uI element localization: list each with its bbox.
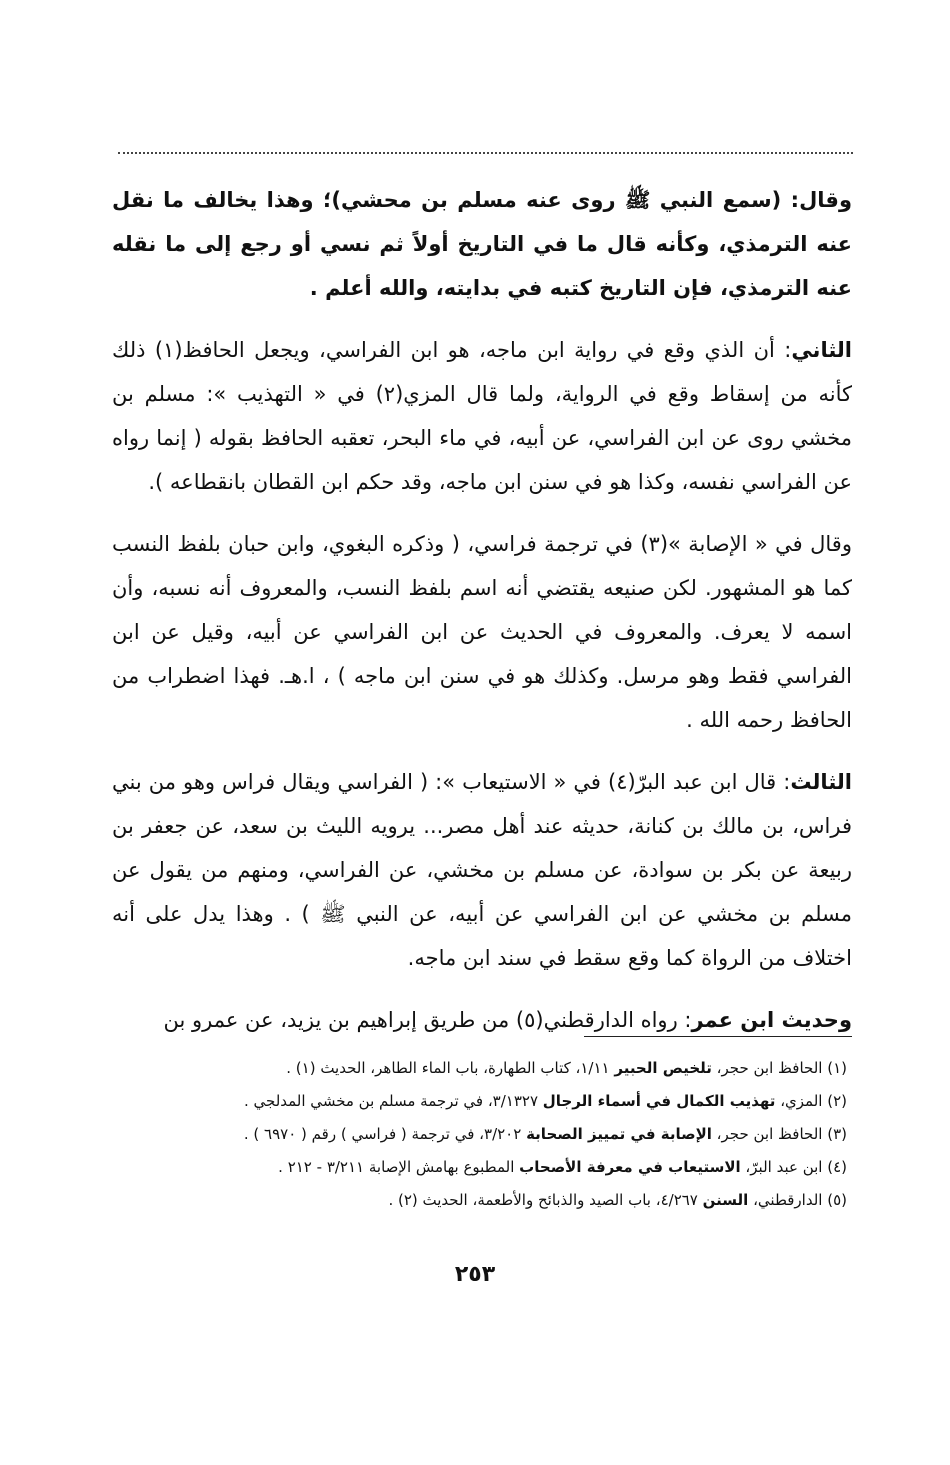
footnote-3-source: الإصابة في تمييز الصحابة bbox=[526, 1125, 712, 1143]
footnotes bbox=[112, 1052, 847, 1217]
footnote-5-pre: (٥) الدارقطني، bbox=[748, 1191, 847, 1209]
footnote-1-source: تلخيص الحبير bbox=[614, 1059, 712, 1077]
footnote-3-pre: (٣) الحافظ ابن حجر، bbox=[711, 1125, 847, 1143]
footnote-1 bbox=[112, 1052, 847, 1085]
footnote-4-post: المطبوع بهامش الإصابة ٣/٢١١ - ٢١٢ . bbox=[278, 1158, 520, 1176]
footnote-1-post: ١/١١، كتاب الطهارة، باب الماء الطاهر، الحديث (١) . bbox=[286, 1059, 615, 1077]
paragraph-4 bbox=[112, 760, 852, 980]
paragraph-4-text: : قال ابن عبد البرّ(٤) في « الاستيعاب »: ( الفراسي ويقال فراس وهو من بني فراس، بن مالك بن كنانة، حديثه عند أهل مصر... يرويه الليث بن سعد، عن جعفر بن ربيعة عن بكر بن سوادة، عن مسلم بن مخشي، عن الفراسي، ومنهم من يقول عن مسلم بن مخشي عن ابن الفراسي عن أبيه، عن النبي ﷺ ) . وهذا يدل على أنه اختلاف من الرواة كما وقع سقط في سند ابن ماجه. bbox=[112, 770, 852, 970]
footnote-4 bbox=[112, 1151, 847, 1184]
main-text bbox=[112, 178, 852, 1060]
footnote-1-pre: (١) الحافظ ابن حجر، bbox=[711, 1059, 847, 1077]
header-dotted-rule bbox=[118, 152, 853, 154]
footnote-3 bbox=[112, 1118, 847, 1151]
footnote-2-post: ٣/١٣٢٧، في ترجمة مسلم بن مخشي المدلجي . bbox=[243, 1092, 543, 1110]
footnote-4-pre: (٤) ابن عبد البرّ، bbox=[740, 1158, 847, 1176]
paragraph-3 bbox=[112, 522, 852, 742]
footnote-separator bbox=[584, 1036, 852, 1037]
footnote-4-source: الاستيعاب في معرفة الأصحاب bbox=[519, 1158, 741, 1176]
paragraph-5-lead: وحديث ابن عمر bbox=[691, 1008, 852, 1032]
footnote-2 bbox=[112, 1085, 847, 1118]
footnote-5 bbox=[112, 1184, 847, 1217]
page-number: ٢٥٣ bbox=[454, 1262, 496, 1287]
footnote-5-source: السنن bbox=[702, 1191, 749, 1209]
paragraph-4-lead: الثالث bbox=[790, 770, 852, 794]
paragraph-1 bbox=[112, 178, 852, 310]
paragraph-5-text: : رواه الدارقطني(٥) من طريق إبراهيم بن يزيد، عن عمرو بن bbox=[163, 1008, 692, 1032]
footnote-2-source: تهذيب الكمال في أسماء الرجال bbox=[542, 1092, 776, 1110]
paragraph-2-text: : أن الذي وقع في رواية ابن ماجه، هو ابن الفراسي، ويجعل الحافظ(١) ذلك كأنه من إسقاط وقع في الرواية، ولما قال المزي(٢) في « التهذيب »: مسلم بن مخشي روى عن ابن الفراسي، عن أبيه، في ماء البحر، تعقبه الحافظ بقوله ( إنما رواه عن الفراسي نفسه، وكذا هو في سنن ابن ماجه، وقد حكم ابن القطان بانقطاعه ). bbox=[112, 338, 852, 494]
footnote-3-post: ٣/٢٠٢، في ترجمة ( فراسي ) رقم ( ٦٩٧٠ ) . bbox=[243, 1125, 527, 1143]
footnote-5-post: ٤/٢٦٧، باب الصيد والذبائح والأطعمة، الحديث (٢) . bbox=[388, 1191, 703, 1209]
paragraph-3-text: وقال في « الإصابة »(٣) في ترجمة فراسي، ( وذكره البغوي، وابن حبان بلفظ النسب كما هو المشهور. لكن صنيعه يقتضي أنه اسم بلفظ النسب، والمعروف أنه نسبه، وأن اسمه لا يعرف. والمعروف في الحديث عن ابن الفراسي عن أبيه، وقيل عن ابن الفراسي فقط وهو مرسل. وكذلك هو في سنن ابن ماجه ) ، ا.هـ. فهذا اضطراب من الحافظ رحمه الله . bbox=[112, 532, 852, 732]
footnote-2-pre: (٢) المزي، bbox=[775, 1092, 847, 1110]
paragraph-1-text: وقال: (سمع النبي ﷺ روى عنه مسلم بن محشي)؛ وهذا يخالف ما نقل عنه الترمذي، وكأنه قال ما في التاريخ أولاً ثم نسي أو رجع إلى ما نقله عنه الترمذي، فإن التاريخ كتبه في بدايته، والله أعلم . bbox=[112, 188, 852, 300]
paragraph-2 bbox=[112, 328, 852, 504]
paragraph-2-lead: الثاني bbox=[791, 338, 852, 362]
